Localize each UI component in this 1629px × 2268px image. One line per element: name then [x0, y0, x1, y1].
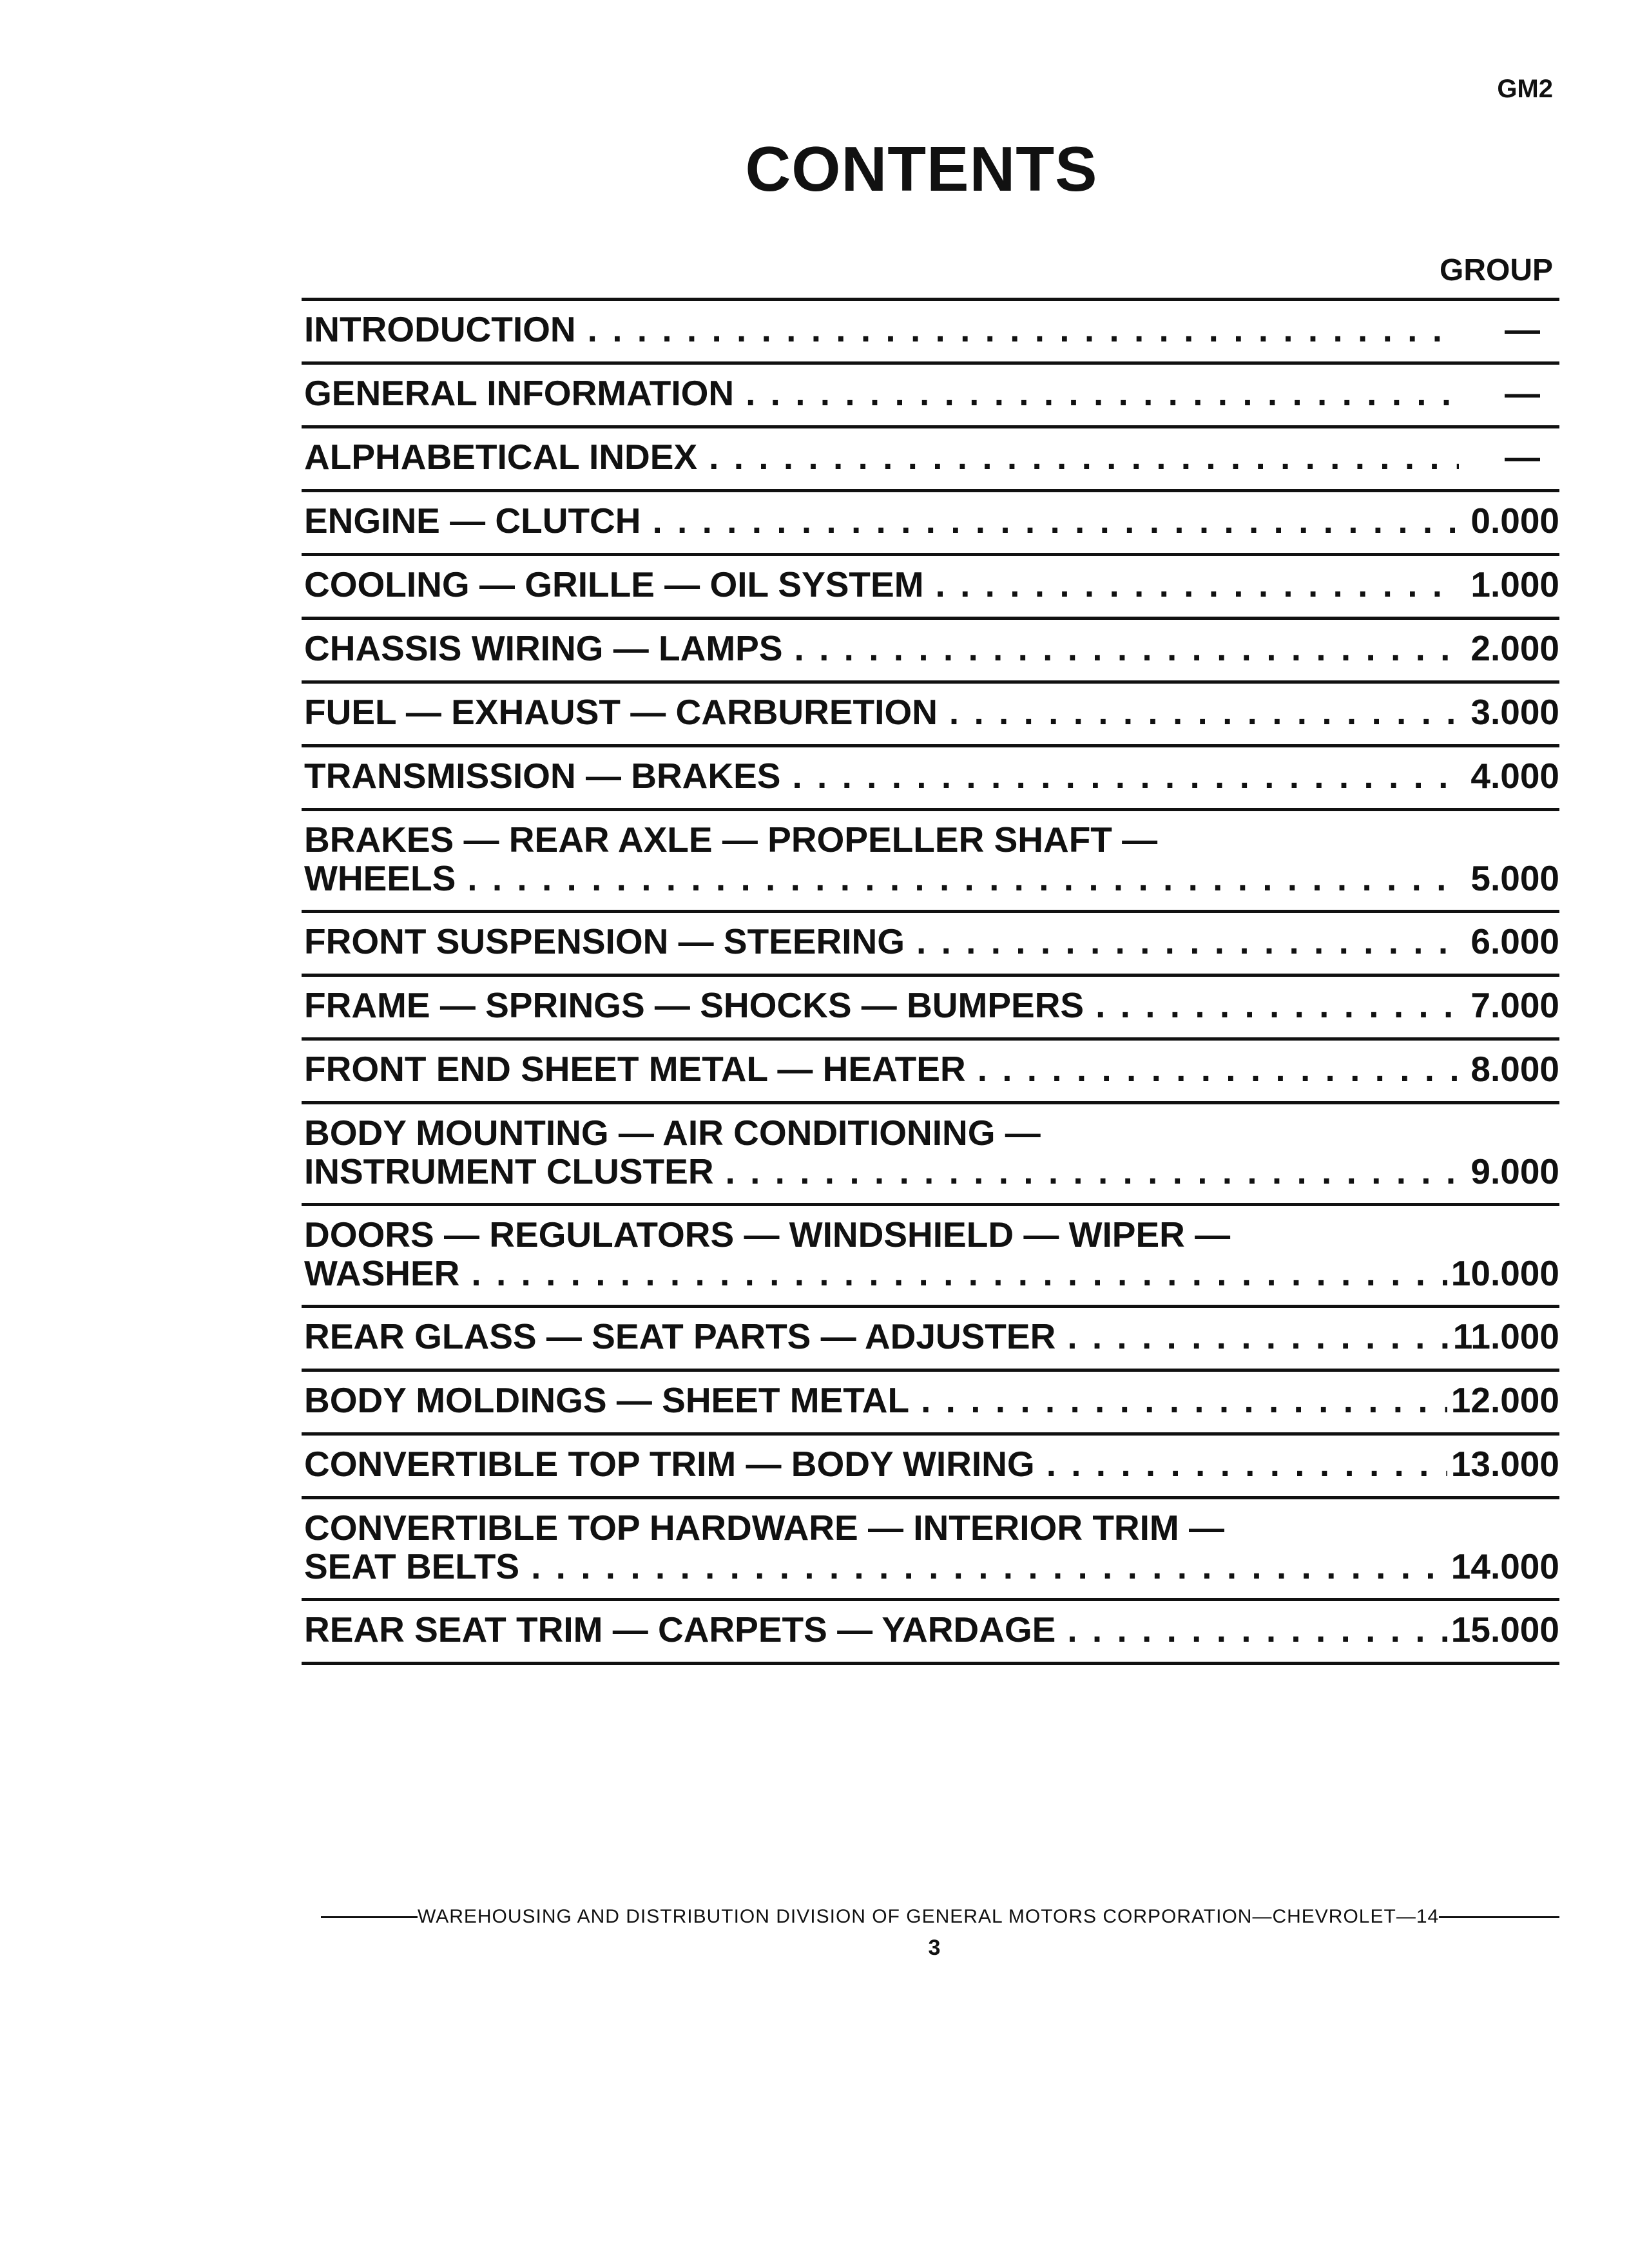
footer-rule-right: [1439, 1916, 1559, 1918]
toc-entry: [302, 1436, 1559, 1499]
toc-entry-group-number: 9.000: [1470, 1151, 1559, 1191]
toc-entry: [302, 1041, 1559, 1104]
toc-entry-line: [304, 1547, 1559, 1586]
toc-entry-line: [304, 1152, 1559, 1191]
toc-entry-group-number: 6.000: [1470, 921, 1559, 961]
dot-leader: [921, 1381, 1447, 1419]
toc-entry-line: [304, 1445, 1559, 1483]
toc-entry-title-line: BRAKES — REAR AXLE — PROPELLER SHAFT —: [304, 820, 1158, 859]
dot-leader: [471, 1254, 1447, 1293]
dot-leader: [531, 1547, 1447, 1586]
toc-entry-group-number: 3.000: [1470, 692, 1559, 732]
toc-entry: [302, 1104, 1559, 1206]
toc-entry-group-number: —: [1505, 373, 1540, 413]
toc-entry-title: FRONT END SHEET METAL — HEATER: [304, 1049, 966, 1089]
footer-text: WAREHOUSING AND DISTRIBUTION DIVISION OF GENERAL MOTORS CORPORATION—CHEVROLET—14: [418, 1906, 1440, 1927]
dot-leader: [746, 374, 1459, 412]
toc-entry-line: [304, 629, 1559, 668]
toc-entry-line: [304, 437, 1559, 476]
toc-entry-title: COOLING — GRILLE — OIL SYSTEM: [304, 564, 924, 604]
toc-entry-title: FRONT SUSPENSION — STEERING: [304, 921, 905, 961]
dot-leader: [653, 501, 1460, 540]
dot-leader: [726, 1152, 1459, 1191]
toc-entry: [302, 301, 1559, 365]
dot-leader: [1046, 1445, 1447, 1483]
toc-entry: [302, 977, 1559, 1041]
dot-leader: [467, 859, 1459, 898]
toc-entry-group-number: 15.000: [1451, 1610, 1559, 1649]
toc-entry: [302, 620, 1559, 684]
toc-entry-line: [304, 310, 1559, 349]
group-column-heading: GROUP: [1439, 253, 1553, 287]
toc-entry-title: WHEELS: [304, 858, 456, 898]
toc-entry-title: REAR GLASS — SEAT PARTS — ADJUSTER: [304, 1316, 1056, 1356]
footer-rule-left: [321, 1916, 418, 1918]
toc-entry-line: [304, 1610, 1559, 1649]
toc-entry-line: [304, 1050, 1559, 1088]
toc-entry-line: [304, 374, 1559, 412]
toc-entry-group-number: 7.000: [1470, 985, 1559, 1025]
toc-entry-line: [304, 922, 1559, 961]
toc-entry-line: [304, 501, 1559, 540]
dot-leader: [793, 756, 1460, 795]
toc-entry-title: TRANSMISSION — BRAKES: [304, 756, 781, 796]
toc-entry-title: CHASSIS WIRING — LAMPS: [304, 628, 783, 668]
toc-entry-title: SEAT BELTS: [304, 1546, 520, 1586]
toc-entry-line: [304, 859, 1559, 898]
dot-leader: [795, 629, 1459, 668]
toc-entry-group-number: 8.000: [1470, 1049, 1559, 1089]
toc-entry: [302, 747, 1559, 811]
toc-entry-group-number: 4.000: [1470, 756, 1559, 796]
dot-leader: [1067, 1317, 1449, 1356]
toc-entry: [302, 428, 1559, 492]
toc-entry-group-number: 10.000: [1451, 1253, 1559, 1293]
toc-entry: [302, 811, 1559, 913]
toc-entry-line: [304, 1381, 1559, 1419]
toc-entry-group-number: 5.000: [1470, 858, 1559, 898]
toc-entry: [302, 365, 1559, 428]
toc-entry: [302, 1206, 1559, 1308]
toc-entry-group-number: 13.000: [1451, 1444, 1559, 1484]
toc-entry-title: BODY MOLDINGS — SHEET METAL: [304, 1380, 910, 1420]
dot-leader: [588, 310, 1459, 349]
document-code: GM2: [1497, 75, 1553, 103]
toc-entry-title-line: DOORS — REGULATORS — WINDSHIELD — WIPER —: [304, 1215, 1231, 1254]
toc-entry-title: INTRODUCTION: [304, 309, 576, 349]
toc-entry-group-number: 12.000: [1451, 1380, 1559, 1420]
toc-entry-line: [304, 565, 1559, 604]
dot-leader: [916, 922, 1459, 961]
toc-entry-group-number: 11.000: [1452, 1316, 1559, 1356]
toc-entry-line: [304, 693, 1559, 731]
dot-leader: [936, 565, 1459, 604]
toc-entry-group-number: 1.000: [1470, 564, 1559, 604]
toc-entry-group-number: 2.000: [1470, 628, 1559, 668]
toc-entry-title: FUEL — EXHAUST — CARBURETION: [304, 692, 938, 732]
toc-entry: [302, 1308, 1559, 1372]
dot-leader: [949, 693, 1459, 731]
toc-entry: [302, 684, 1559, 747]
toc-entry: [302, 1601, 1559, 1665]
toc-entry-group-number: —: [1505, 437, 1540, 477]
toc-entry-group-number: 0.000: [1470, 501, 1559, 541]
toc-entry-title: ALPHABETICAL INDEX: [304, 437, 698, 477]
toc-entry-title: ENGINE — CLUTCH: [304, 501, 641, 541]
page-title: CONTENTS: [745, 133, 1098, 204]
toc-entry-title: FRAME — SPRINGS — SHOCKS — BUMPERS: [304, 985, 1084, 1025]
dot-leader: [709, 437, 1459, 476]
toc-entry: [302, 1372, 1559, 1436]
dot-leader: [1067, 1610, 1447, 1649]
toc-entry-line: [304, 1317, 1559, 1356]
dot-leader: [1095, 986, 1459, 1024]
toc-entry-title: GENERAL INFORMATION: [304, 373, 735, 413]
toc-entry-group-number: 14.000: [1451, 1546, 1559, 1586]
page-number: 3: [928, 1936, 941, 1960]
toc-entry-line: [304, 756, 1559, 795]
toc-entry: [302, 556, 1559, 620]
page-footer: [321, 1906, 1559, 1928]
toc-entry-title: INSTRUMENT CLUSTER: [304, 1151, 714, 1191]
toc-entry: [302, 1499, 1559, 1601]
dot-leader: [978, 1050, 1459, 1088]
toc-entry-line: [304, 986, 1559, 1024]
toc-entry-title: REAR SEAT TRIM — CARPETS — YARDAGE: [304, 1610, 1056, 1649]
toc-entry-title-line: CONVERTIBLE TOP HARDWARE — INTERIOR TRIM —: [304, 1508, 1225, 1547]
toc-entry-title-line: BODY MOUNTING — AIR CONDITIONING —: [304, 1113, 1041, 1152]
toc-entry: [302, 492, 1559, 556]
toc-entry-line: [304, 1254, 1559, 1293]
toc-entry-group-number: —: [1505, 309, 1540, 349]
toc-entry-title: CONVERTIBLE TOP TRIM — BODY WIRING: [304, 1444, 1035, 1484]
toc-entry: [302, 913, 1559, 977]
toc-entry-title: WASHER: [304, 1253, 460, 1293]
table-of-contents: [302, 298, 1559, 1665]
